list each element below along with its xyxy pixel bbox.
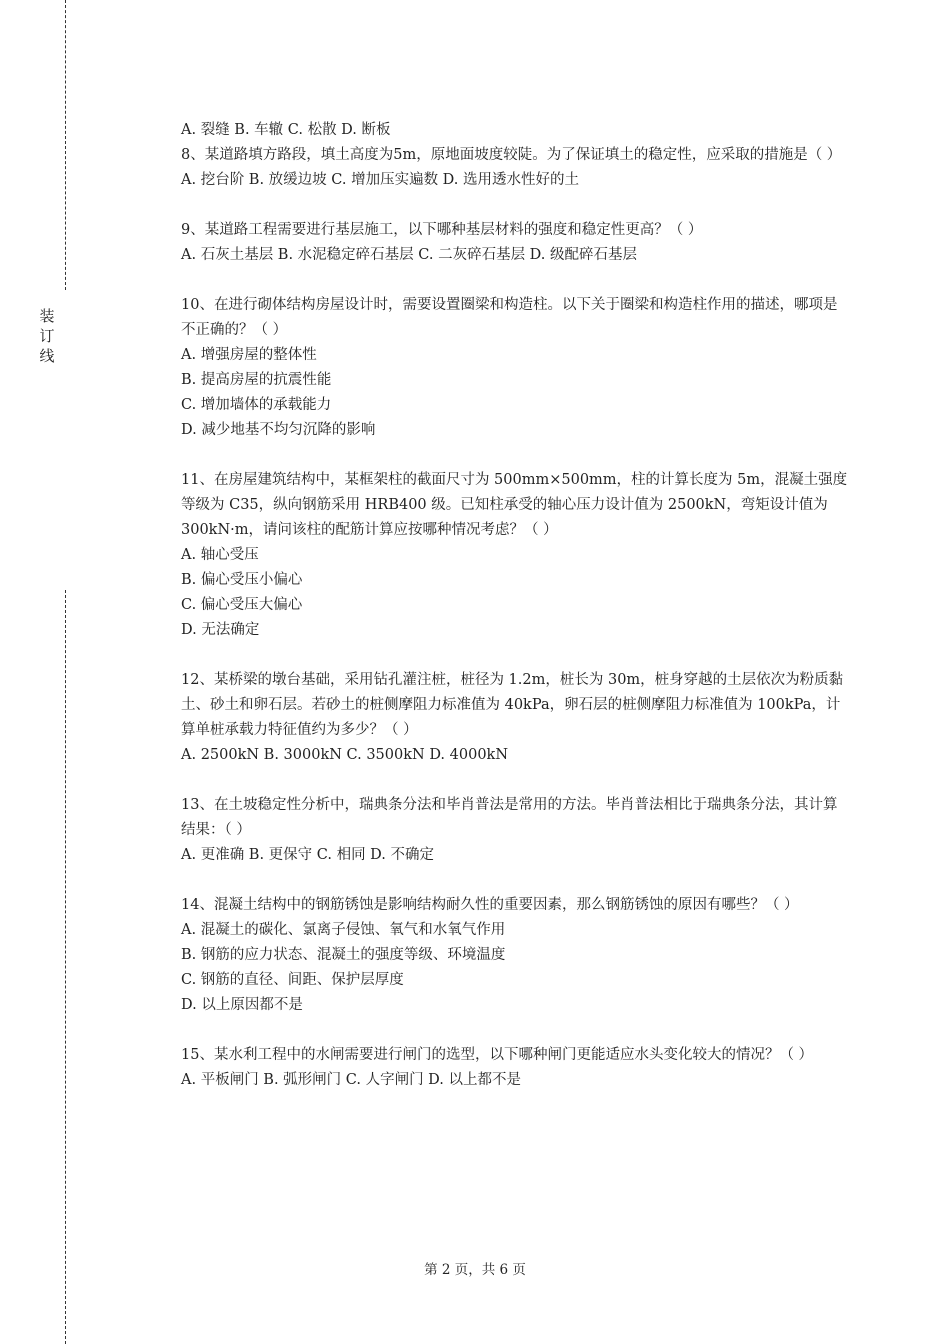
binding-line-top — [65, 0, 66, 290]
question-text: 15、某水利工程中的水闸需要进行闸门的选型，以下哪种闸门更能适应水头变化较大的情况？（ ） — [181, 1047, 814, 1063]
question-text: 12、某桥梁的墩台基础，采用钻孔灌注桩，桩径为 1.2m，桩长为 30m，桩身穿越的土层依次为粉质黏土、砂土和卵石层。若砂土的桩侧摩阻力标准值为 40kPa，卵石层的桩侧摩阻力标准值为 100kPa，计算单桩承载力特征值约为多少？（ ） — [181, 672, 844, 738]
question-15 — [181, 1043, 851, 1093]
option-a: A. 轴心受压 — [181, 547, 259, 563]
question-12 — [181, 668, 851, 768]
question-11 — [181, 468, 851, 643]
exam-content — [181, 118, 851, 1118]
question-text: 8、某道路填方路段，填土高度为5m，原地面坡度较陡。为了保证填土的稳定性，应采取的措施是（ ） — [181, 147, 842, 163]
question-text: 14、混凝土结构中的钢筋锈蚀是影响结构耐久性的重要因素，那么钢筋锈蚀的原因有哪些？（ ） — [181, 897, 799, 913]
binding-line-bottom — [65, 590, 66, 1344]
previous-question-options: A. 裂缝 B. 车辙 C. 松散 D. 断板 — [181, 122, 391, 138]
binding-char: 装 — [39, 307, 55, 325]
question-13 — [181, 793, 851, 868]
question-text: 10、在进行砌体结构房屋设计时，需要设置圈梁和构造柱。以下关于圈梁和构造柱作用的描述，哪项是不正确的？（ ） — [181, 297, 838, 338]
question-options: A. 更准确 B. 更保守 C. 相同 D. 不确定 — [181, 847, 435, 863]
question-text: 13、在土坡稳定性分析中，瑞典条分法和毕肖普法是常用的方法。毕肖普法相比于瑞典条分法，其计算结果：（ ） — [181, 797, 838, 838]
question-10 — [181, 293, 851, 443]
option-a: A. 混凝土的碳化、氯离子侵蚀、氧气和水氧气作用 — [181, 922, 506, 938]
option-c: C. 钢筋的直径、间距、保护层厚度 — [181, 972, 404, 988]
option-b: B. 提高房屋的抗震性能 — [181, 372, 332, 388]
question-options: A. 挖台阶 B. 放缓边坡 C. 增加压实遍数 D. 选用透水性好的土 — [181, 172, 580, 188]
option-d: D. 以上原因都不是 — [181, 997, 303, 1013]
option-b: B. 偏心受压小偏心 — [181, 572, 303, 588]
question-options: A. 2500kN B. 3000kN C. 3500kN D. 4000kN — [181, 747, 509, 763]
question-9 — [181, 218, 851, 268]
question-options: A. 平板闸门 B. 弧形闸门 C. 人字闸门 D. 以上都不是 — [181, 1072, 522, 1088]
question-14 — [181, 893, 851, 1018]
option-d: D. 减少地基不均匀沉降的影响 — [181, 422, 376, 438]
question-options: A. 石灰土基层 B. 水泥稳定碎石基层 C. 二灰碎石基层 D. 级配碎石基层 — [181, 247, 638, 263]
option-a: A. 增强房屋的整体性 — [181, 347, 317, 363]
question-8 — [181, 143, 851, 193]
question-text: 9、某道路工程需要进行基层施工，以下哪种基层材料的强度和稳定性更高？（ ） — [181, 222, 703, 238]
binding-label — [38, 306, 56, 366]
option-b: B. 钢筋的应力状态、混凝土的强度等级、环境温度 — [181, 947, 506, 963]
binding-char: 线 — [39, 347, 55, 365]
binding-char: 订 — [39, 327, 55, 345]
page-number: 第 2 页，共 6 页 — [424, 1262, 526, 1278]
option-c: C. 偏心受压大偏心 — [181, 597, 303, 613]
option-d: D. 无法确定 — [181, 622, 260, 638]
question-text: 11、在房屋建筑结构中，某框架柱的截面尺寸为 500mm×500mm，柱的计算长度为 5m，混凝土强度等级为 C35，纵向钢筋采用 HRB400 级。已知柱承受的轴心压力设计值为 2500kN，弯矩设计值为 300kN·m，请问该柱的配筋计算应按哪种情况考虑？（ ） — [181, 472, 848, 538]
option-c: C. 增加墙体的承载能力 — [181, 397, 332, 413]
